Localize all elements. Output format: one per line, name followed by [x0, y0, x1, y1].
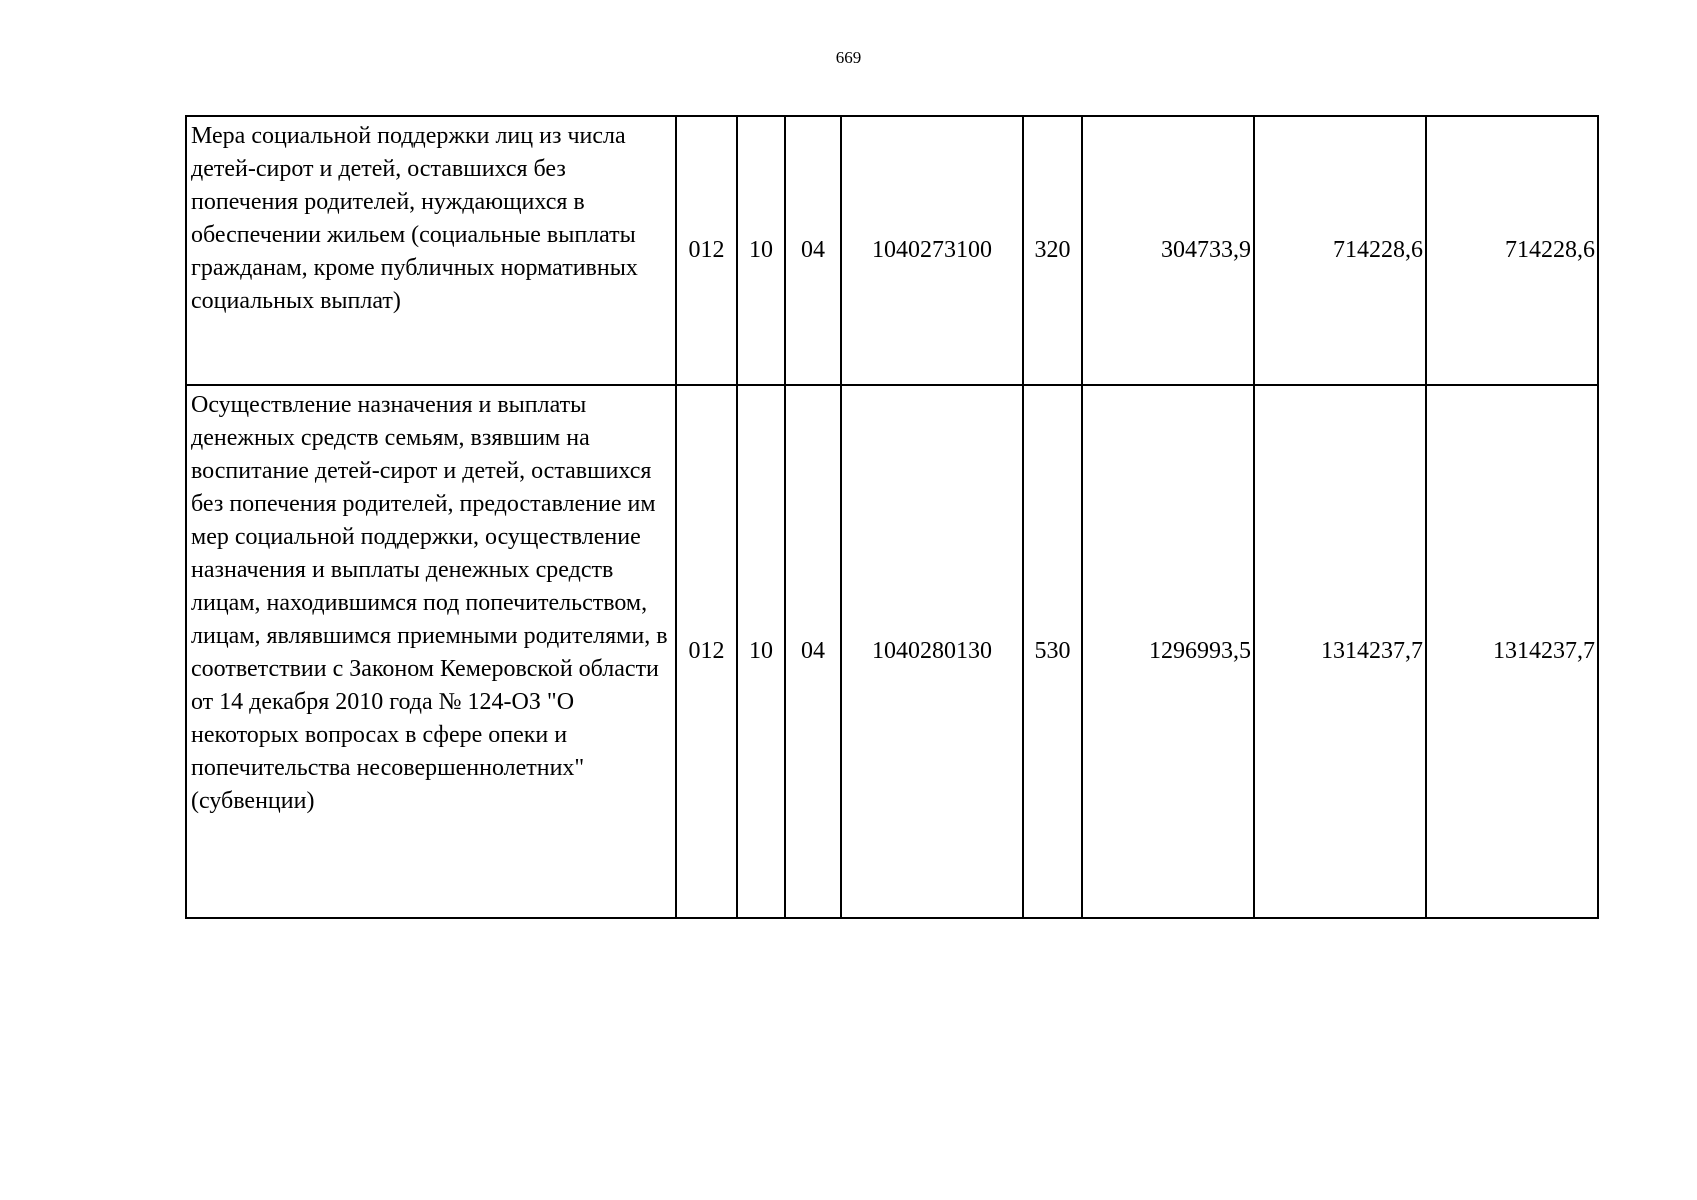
- amount-3: 1314237,7: [1426, 385, 1598, 918]
- table-row: [186, 116, 1598, 385]
- expense-type-code: 530: [1023, 385, 1082, 918]
- ministry-code: 012: [676, 116, 737, 385]
- ministry-code: 012: [676, 385, 737, 918]
- table-row: [186, 385, 1598, 918]
- row-description: Мера социальной поддержки лиц из числа детей-сирот и детей, оставшихся без попечения родителей, нуждающихся в обеспечении жильем (социальные выплаты гражданам, кроме публичных нормативных социальных выплат): [186, 116, 676, 385]
- budget-table: [185, 115, 1599, 919]
- amount-2: 1314237,7: [1254, 385, 1426, 918]
- target-article-code: 1040273100: [841, 116, 1023, 385]
- target-article-code: 1040280130: [841, 385, 1023, 918]
- section-code: 10: [737, 116, 785, 385]
- amount-1: 1296993,5: [1082, 385, 1254, 918]
- amount-3: 714228,6: [1426, 116, 1598, 385]
- subsection-code: 04: [785, 116, 841, 385]
- amount-2: 714228,6: [1254, 116, 1426, 385]
- expense-type-code: 320: [1023, 116, 1082, 385]
- page-number: 669: [835, 48, 862, 67]
- amount-1: 304733,9: [1082, 116, 1254, 385]
- section-code: 10: [737, 385, 785, 918]
- subsection-code: 04: [785, 385, 841, 918]
- row-description: Осуществление назначения и выплаты денежных средств семьям, взявшим на воспитание детей-сирот и детей, оставшихся без попечения родителей, предоставление им мер социальной поддержки, осуществление назначения и выплаты денежных средств лицам, находившимся под попечительством, лицам, являвшимся приемными родителями, в соответствии с Законом Кемеровской области от 14 декабря 2010 года № 124-ОЗ "О некоторых вопросах в сфере опеки и попечительства несовершеннолетних" (субвенции): [186, 385, 676, 918]
